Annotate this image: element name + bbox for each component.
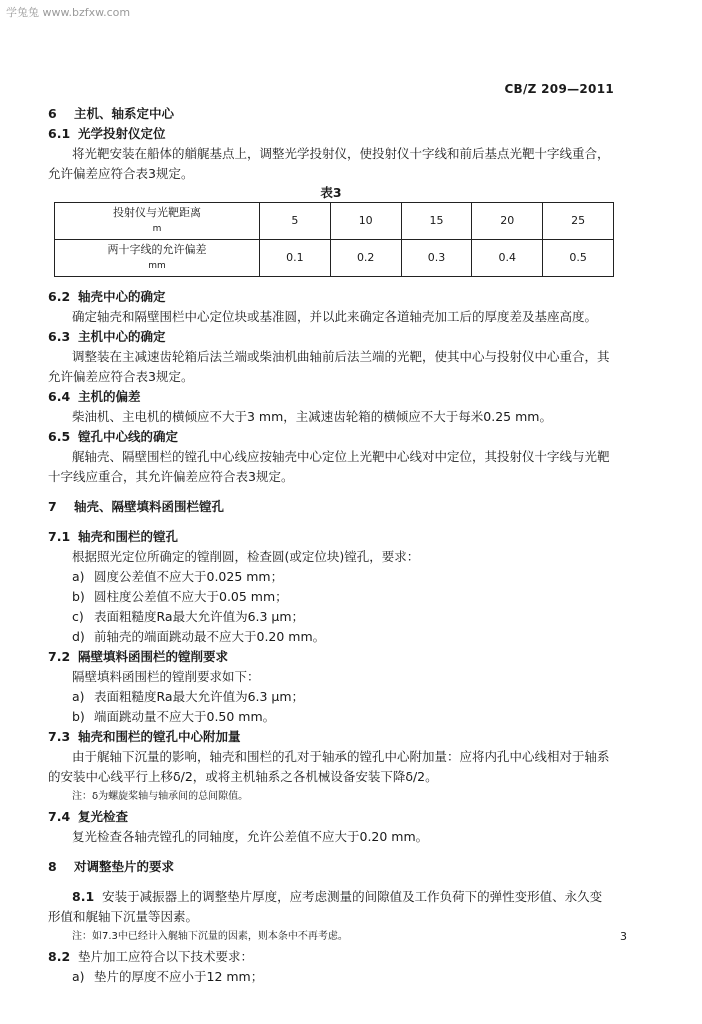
- table-cell: 5: [260, 203, 331, 240]
- section-6-1-heading: 6.1 光学投射仪定位: [48, 126, 166, 141]
- watermark: 学兔兔 www.bzfxw.com: [6, 6, 131, 19]
- page-body: [48, 104, 614, 987]
- section-6-4-text: 柴油机、主电机的横倾应不大于3 mm，主减速齿轮箱的横倾应不大于每米0.25 mm。: [72, 409, 552, 424]
- table-cell: 20: [472, 203, 543, 240]
- section-7-2-text: 隔壁填料函围栏的镗削要求如下：: [72, 669, 260, 684]
- table-cell: 0.1: [260, 240, 331, 277]
- table-cell: 0.5: [543, 240, 614, 277]
- section-6-2-text: 确定轴壳和隔壁围栏中心定位块或基准圆，并以此来确定各道轴壳加工后的厚度差及基座高度。: [72, 309, 598, 324]
- table-row: [55, 240, 614, 277]
- section-8-1-note: 注：如7.3中已经计入艉轴下沉量的因素，则本条中不再考虑。: [72, 931, 348, 942]
- section-6-2-heading: 6.2 轴壳中心的确定: [48, 289, 166, 304]
- section-7-1-text: 根据照光定位所确定的镗削圆，检查圆(或定位块)镗孔，要求：: [72, 549, 420, 564]
- table-row: [55, 203, 614, 240]
- section-6-4-heading: 6.4 主机的偏差: [48, 389, 141, 404]
- table-cell: 0.3: [401, 240, 472, 277]
- section-7-heading: 7 轴壳、隔壁填料函围栏镗孔: [48, 499, 225, 514]
- section-6-heading: 6 主机、轴系定中心: [48, 106, 175, 121]
- table-cell: 0.2: [330, 240, 401, 277]
- section-8-1-text: 8.1 安装于减振器上的调整垫片厚度，应考虑测量的间隙值及工作负荷下的弹性变形值、永久变形值和艉轴下沉量等因素。: [48, 889, 603, 924]
- section-6-5-text: 艉轴壳、隔壁围栏的镗孔中心线应按轴壳中心定位上光靶中心线对中定位，其投射仪十字线与光靶十字线应重合，其允许偏差应符合表3规定。: [48, 449, 610, 484]
- list-item: a) 垫片的厚度不应小于12 mm；: [72, 969, 264, 984]
- table-cell: 10: [330, 203, 401, 240]
- page-number: 3: [620, 930, 627, 943]
- section-7-4-heading: 7.4 复光检查: [48, 809, 129, 824]
- section-6-5-heading: 6.5 镗孔中心线的确定: [48, 429, 179, 444]
- list-item: d) 前轴壳的端面跳动最不应大于0.20 mm。: [72, 629, 326, 644]
- section-7-4-text: 复光检查各轴壳镗孔的同轴度，允许公差值不应大于0.20 mm。: [72, 829, 429, 844]
- section-7-3-note: 注：δ为螺旋桨轴与轴承间的总间隙值。: [72, 791, 249, 802]
- table-cell: 25: [543, 203, 614, 240]
- table-cell: 0.4: [472, 240, 543, 277]
- section-6-3-text: 调整装在主减速齿轮箱后法兰端或柴油机曲轴前后法兰端的光靶，使其中心与投射仪中心重合，其允许偏差应符合表3规定。: [48, 349, 610, 384]
- section-8-heading: 8 对调整垫片的要求: [48, 859, 175, 874]
- list-item: a) 表面粗糙度Ra最大允许值为6.3 μm；: [72, 689, 305, 704]
- row-label-deviation: 两十字线的允许偏差 mm: [55, 240, 260, 277]
- table-3: [54, 202, 614, 277]
- section-7-3-heading: 7.3 轴壳和围栏的镗孔中心附加量: [48, 729, 241, 744]
- section-7-3-text: 由于艉轴下沉量的影响，轴壳和围栏的孔对于轴承的镗孔中心附加量：应将内孔中心线相对于轴系的安装中心线平行上移δ/2，或将主机轴系之各机械设备安装下降δ/2。: [48, 749, 610, 784]
- list-item: b) 圆柱度公差值不应大于0.05 mm；: [72, 589, 288, 604]
- document-number: CB/Z 209—2011: [504, 82, 614, 96]
- list-item: c) 表面粗糙度Ra最大允许值为6.3 μm；: [72, 609, 305, 624]
- table-3-caption: 表3: [320, 185, 342, 200]
- section-6-1-text: 将光靶安装在船体的艏艉基点上，调整光学投射仪，使投射仪十字线和前后基点光靶十字线重合，允许偏差应符合表3规定。: [48, 146, 610, 181]
- section-7-2-heading: 7.2 隔壁填料函围栏的镗削要求: [48, 649, 229, 664]
- row-label-distance: 投射仪与光靶距离 m: [55, 203, 260, 240]
- table-cell: 15: [401, 203, 472, 240]
- section-6-3-heading: 6.3 主机中心的确定: [48, 329, 166, 344]
- list-item: b) 端面跳动量不应大于0.50 mm。: [72, 709, 276, 724]
- section-8-2-text: 8.2 垫片加工应符合以下技术要求：: [48, 949, 254, 964]
- list-item: a) 圆度公差值不应大于0.025 mm；: [72, 569, 284, 584]
- section-7-1-heading: 7.1 轴壳和围栏的镗孔: [48, 529, 179, 544]
